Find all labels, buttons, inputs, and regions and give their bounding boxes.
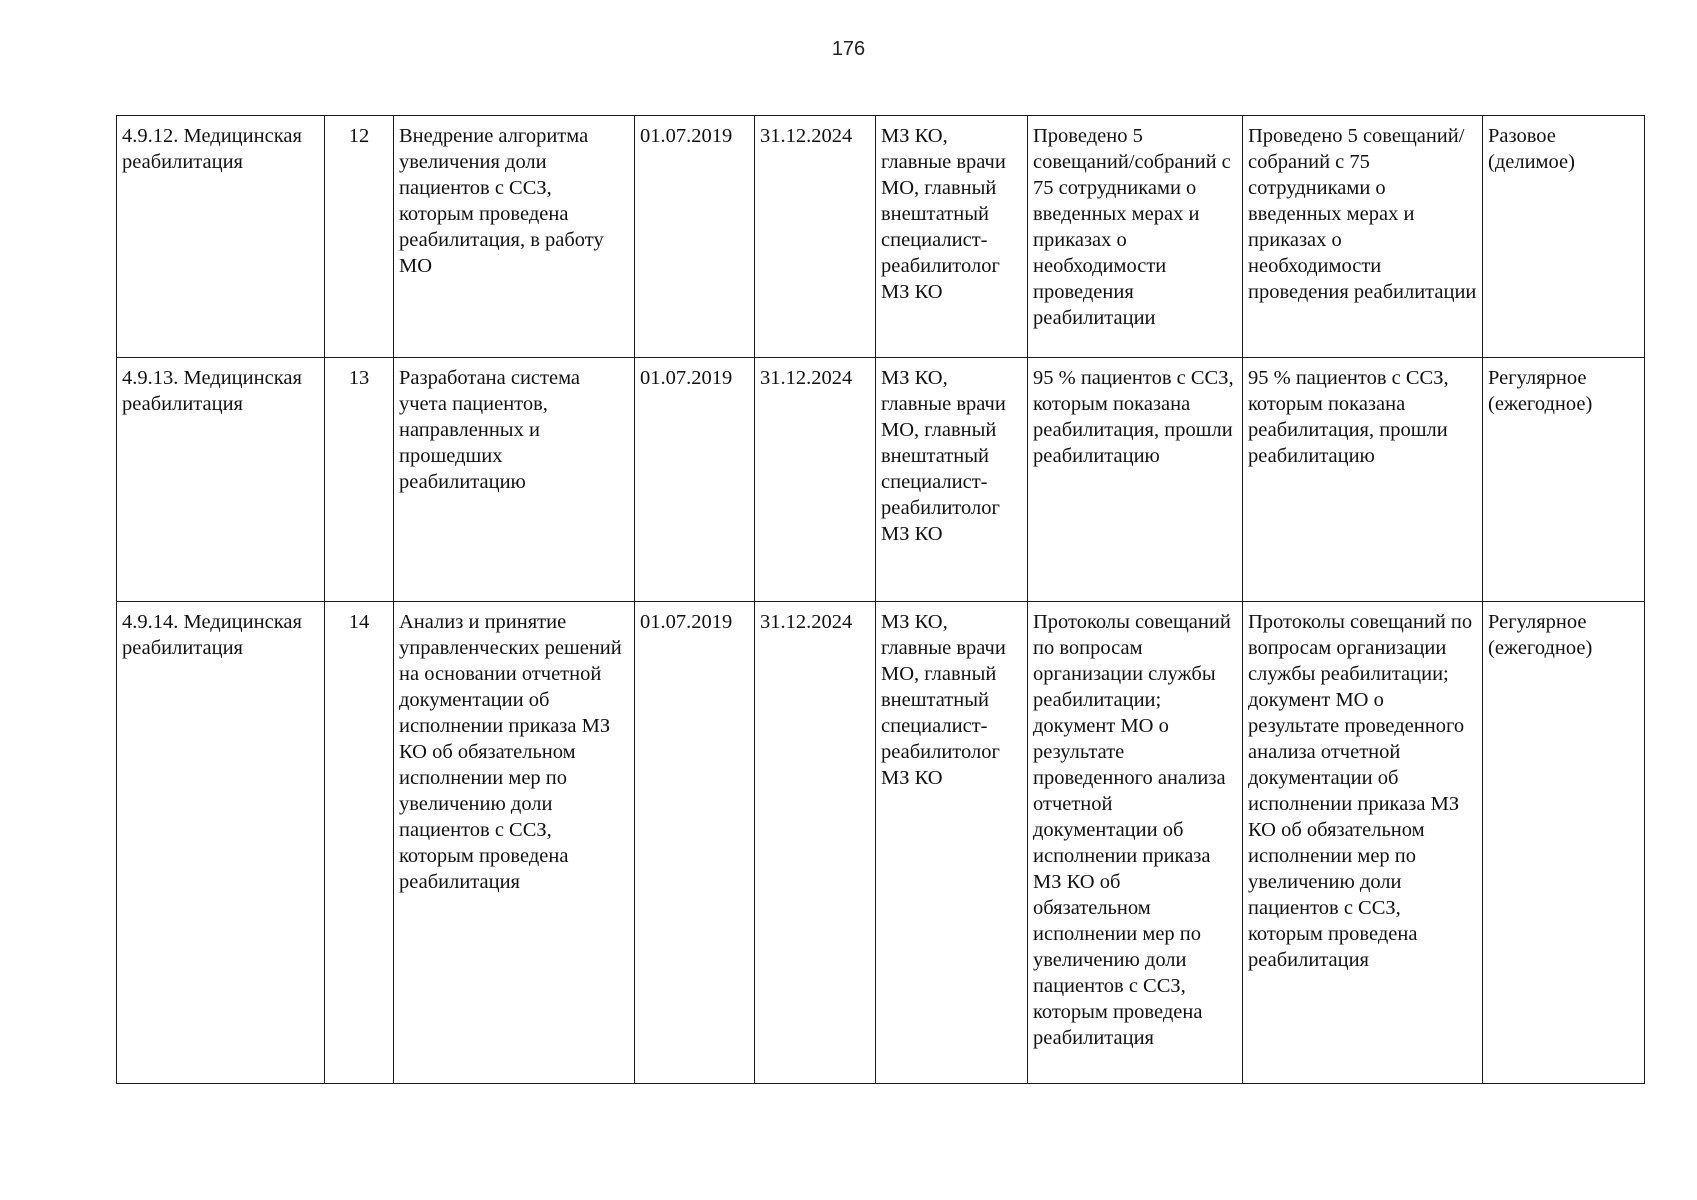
end-date-cell: 31.12.2024 [755,602,876,1084]
event-cell: Анализ и принятие управленческих решений на основании отчетной документации об исполнении приказа МЗ КО об обязательном исполнении мер по увеличению доли пациентов с ССЗ, которым проведена реабилитация [394,602,635,1084]
type-cell: Разовое (делимое) [1483,116,1645,358]
end-date-cell: 31.12.2024 [755,116,876,358]
start-date-cell: 01.07.2019 [635,602,755,1084]
indicator-cell: Протоколы совещаний по вопросам организации службы реабилитации; документ МО о результате проведенного анализа отчетной документации об исполнении приказа МЗ КО об обязательном исполнении мер по увеличению доли пациентов с ССЗ, которым проведена реабилитация [1243,602,1483,1084]
type-cell: Регулярное (ежегодное) [1483,358,1645,602]
indicator-cell: 95 % пациентов с ССЗ, которым показана реабилитация, прошли реабилитацию [1243,358,1483,602]
responsible-cell: МЗ КО, главные врачи МО, главный внештатный специалист-реабилитолог МЗ КО [876,116,1028,358]
type-cell: Регулярное (ежегодное) [1483,602,1645,1084]
event-cell: Разработана система учета пациентов, направленных и прошедших реабилитацию [394,358,635,602]
indicator-cell: Проведено 5 совещаний/собраний с 75 сотрудниками о введенных мерах и приказах о необходимости проведения реабилитации [1243,116,1483,358]
table-row [117,116,1645,358]
end-date-cell: 31.12.2024 [755,358,876,602]
result-cell: 95 % пациентов с ССЗ, которым показана реабилитация, прошли реабилитацию [1028,358,1243,602]
start-date-cell: 01.07.2019 [635,116,755,358]
responsible-cell: МЗ КО, главные врачи МО, главный внештатный специалист-реабилитолог МЗ КО [876,358,1028,602]
section-cell: 4.9.13. Медицинская реабилитация [117,358,325,602]
number-cell: 13 [325,358,394,602]
section-cell: 4.9.12. Медицинская реабилитация [117,116,325,358]
table-row [117,602,1645,1084]
event-cell: Внедрение алгоритма увеличения доли пациентов с ССЗ, которым проведена реабилитация, в работу МО [394,116,635,358]
number-cell: 12 [325,116,394,358]
start-date-cell: 01.07.2019 [635,358,755,602]
result-cell: Проведено 5 совещаний/собраний с 75 сотрудниками о введенных мерах и приказах о необходимости проведения реабилитации [1028,116,1243,358]
section-cell: 4.9.14. Медицинская реабилитация [117,602,325,1084]
result-cell: Протоколы совещаний по вопросам организации службы реабилитации; документ МО о результате проведенного анализа отчетной документации об исполнении приказа МЗ КО об обязательном исполнении мер по увеличению доли пациентов с ССЗ, которым проведена реабилитация [1028,602,1243,1084]
responsible-cell: МЗ КО, главные врачи МО, главный внештатный специалист-реабилитолог МЗ КО [876,602,1028,1084]
page-number: 176 [831,38,866,60]
table-row [117,358,1645,602]
action-plan-table [116,115,1645,1084]
number-cell: 14 [325,602,394,1084]
